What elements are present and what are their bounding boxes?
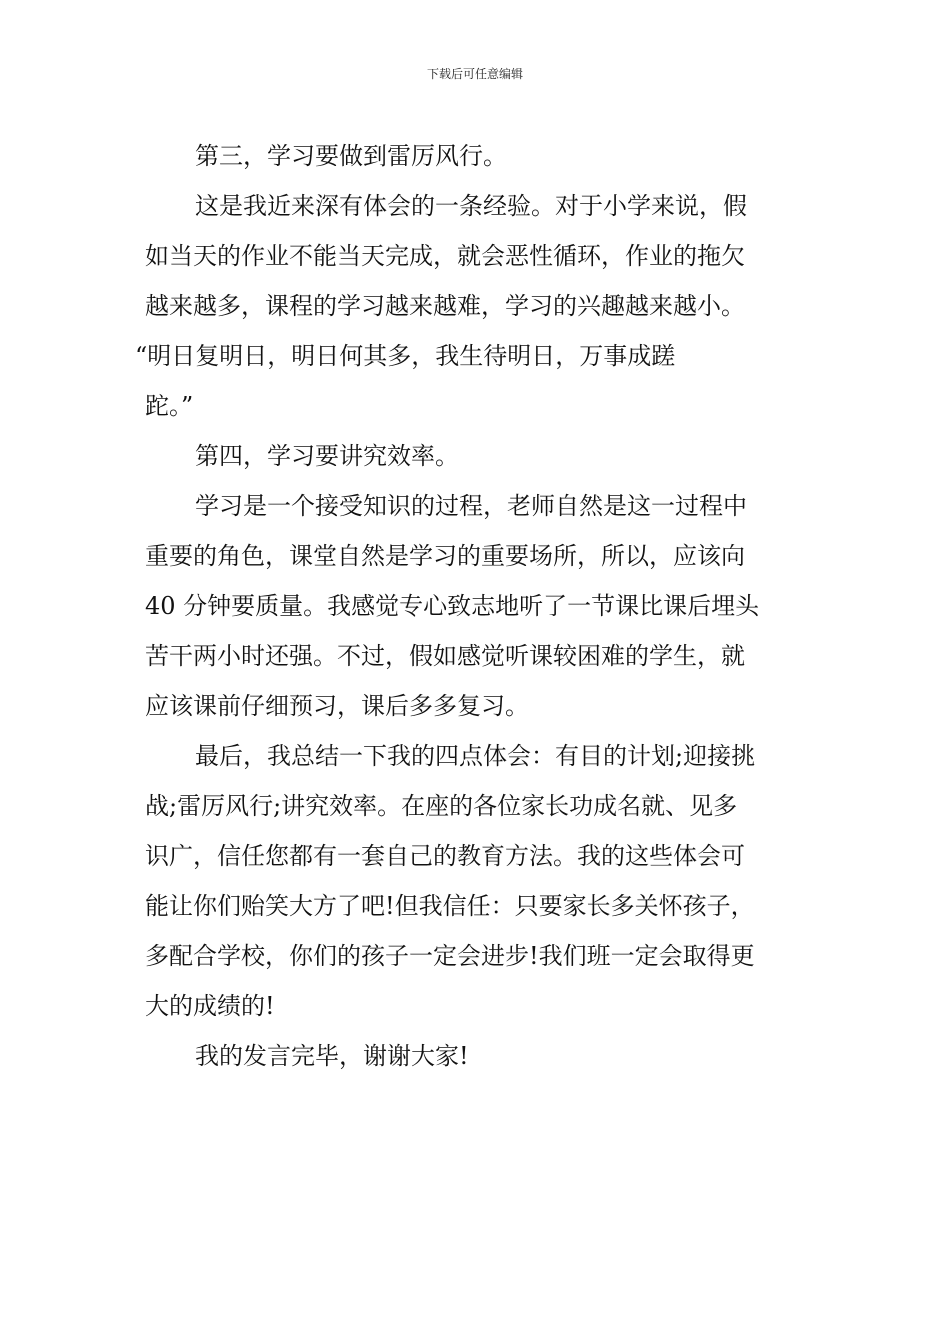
text-line: 多配合学校，你们的孩子一定会进步!我们班一定会取得更 bbox=[145, 942, 755, 970]
text-line: 越来越多，课程的学习越来越难，学习的兴趣越来越小。 bbox=[145, 292, 745, 320]
text-line: 这是我近来深有体会的一条经验。对于小学来说，假 bbox=[195, 192, 747, 220]
text-line: 能让你们贻笑大方了吧!但我信任：只要家长多关怀孩子， bbox=[145, 892, 755, 920]
paragraph-closing bbox=[145, 1031, 805, 1081]
text-line: 识广，信任您都有一套自己的教育方法。我的这些体会可 bbox=[145, 842, 745, 870]
page-header-note: 下载后可任意编辑 bbox=[426, 67, 523, 81]
text-line: 重要的角色，课堂自然是学习的重要场所，所以，应该向 bbox=[145, 542, 745, 570]
paragraph-point-four-heading bbox=[145, 431, 805, 481]
text-line: 学习是一个接受知识的过程，老师自然是这一过程中 bbox=[195, 492, 747, 520]
text-line: “明日复明日，明日何其多，我生待明日，万事成蹉 bbox=[135, 342, 676, 370]
text-line: 40 分钟要质量。我感觉专心致志地听了一节课比课后埋头 bbox=[145, 592, 760, 620]
text-line: 跎。” bbox=[145, 392, 194, 420]
document-body bbox=[135, 131, 805, 1081]
text-line: 第三，学习要做到雷厉风行。 bbox=[195, 142, 507, 170]
text-line: 如当天的作业不能当天完成，就会恶性循环，作业的拖欠 bbox=[145, 242, 745, 270]
text-line: 战;雷厉风行;讲究效率。在座的各位家长功成名就、见多 bbox=[145, 792, 738, 820]
paragraph-summary bbox=[145, 731, 805, 1031]
paragraph-point-three-heading bbox=[145, 131, 805, 181]
text-line: 第四，学习要讲究效率。 bbox=[195, 442, 459, 470]
paragraph-point-three-body bbox=[135, 181, 805, 431]
text-line: 我的发言完毕，谢谢大家! bbox=[195, 1042, 469, 1070]
text-line: 大的成绩的! bbox=[145, 992, 275, 1020]
text-line: 苦干两小时还强。不过，假如感觉听课较困难的学生，就 bbox=[145, 642, 745, 670]
text-line: 应该课前仔细预习，课后多多复习。 bbox=[145, 692, 529, 720]
paragraph-point-four-body bbox=[145, 481, 805, 731]
text-line: 最后，我总结一下我的四点体会：有目的计划;迎接挑 bbox=[195, 742, 756, 770]
